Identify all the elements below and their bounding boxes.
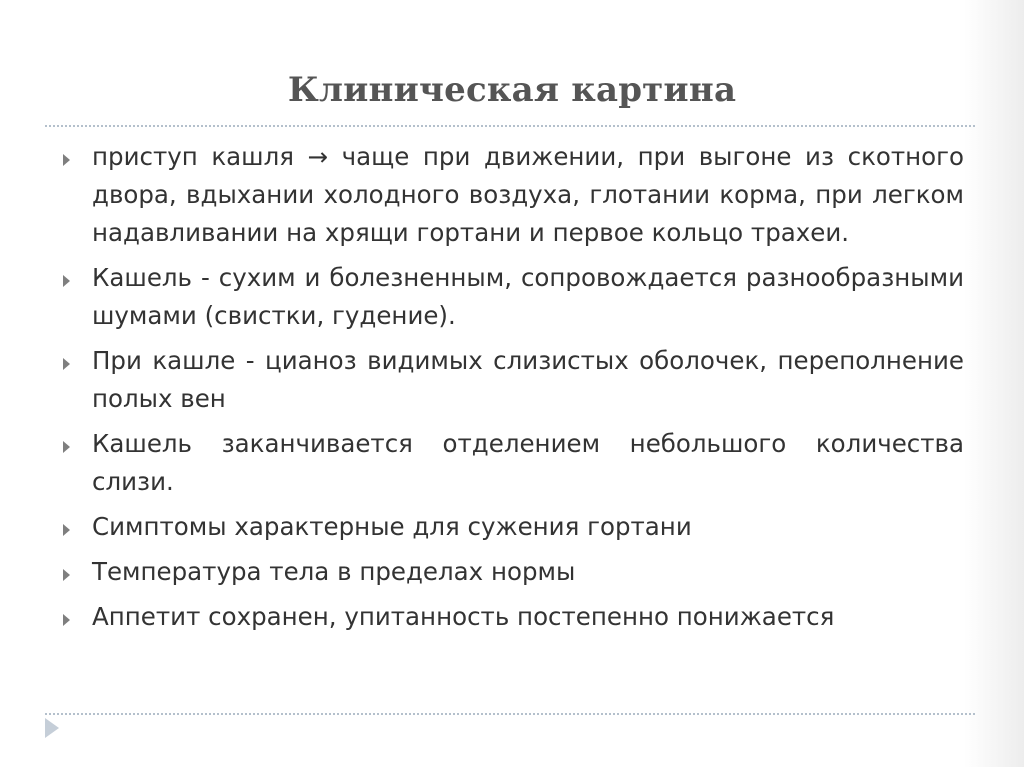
- bullet-item: [58, 259, 964, 335]
- bullet-item: [58, 508, 964, 546]
- footer-divider: [45, 713, 975, 715]
- triangle-right-icon: [63, 614, 70, 626]
- bullet-text: Температура тела в пределах нормы: [92, 557, 576, 586]
- bullet-item: [58, 598, 964, 636]
- bullet-list: [58, 138, 964, 643]
- bullet-text: Кашель - сухим и болезненным, сопровождается разнообразными шумами (свистки, гудение).: [92, 263, 964, 330]
- bullet-item: [58, 553, 964, 591]
- slide-title: Клиническая картина: [287, 70, 737, 110]
- bullet-text: При кашле - цианоз видимых слизистых оболочек, переполнение полых вен: [92, 346, 964, 413]
- triangle-right-icon: [63, 524, 70, 536]
- bullet-text: Аппетит сохранен, упитанность постепенно понижается: [92, 602, 835, 631]
- bullet-text: Симптомы характерные для сужения гортани: [92, 512, 692, 541]
- triangle-right-icon: [63, 441, 70, 453]
- title-divider: [45, 125, 975, 127]
- bullet-item: [58, 342, 964, 418]
- triangle-right-icon: [63, 569, 70, 581]
- bullet-item: [58, 425, 964, 501]
- triangle-right-icon: [63, 358, 70, 370]
- footer-triangle-icon: [45, 718, 59, 738]
- triangle-right-icon: [63, 275, 70, 287]
- bullet-text: Кашель заканчивается отделением небольшого количества слизи.: [92, 429, 964, 496]
- bullet-item: [58, 138, 964, 252]
- triangle-right-icon: [63, 154, 70, 166]
- bullet-text: приступ кашля → чаще при движении, при выгоне из скотного двора, вдыхании холодного воздуха, глотании корма, при легком надавливании на хрящи гортани и первое кольцо трахеи.: [92, 142, 964, 247]
- slide-edge-shade: [964, 0, 1024, 767]
